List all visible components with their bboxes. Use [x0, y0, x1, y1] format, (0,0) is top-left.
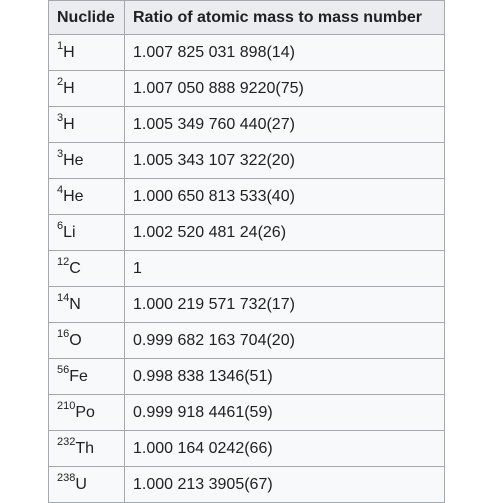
table-row: [49, 35, 445, 71]
table-header-row: [49, 1, 445, 35]
nuclide-cell: [49, 359, 125, 395]
nuclide-cell: [49, 143, 125, 179]
mass-number: 3: [57, 112, 64, 125]
nuclide-cell: [49, 395, 125, 431]
ratio-cell: 1.000 164 0242(66): [125, 431, 445, 467]
element-symbol: H: [63, 43, 75, 61]
ratio-cell: 1: [125, 251, 445, 287]
nuclide-cell: [49, 251, 125, 287]
table-row: [49, 395, 445, 431]
element-symbol: C: [69, 259, 81, 277]
table-row: [49, 251, 445, 287]
table-row: [49, 359, 445, 395]
mass-number: 4: [57, 184, 64, 197]
mass-number: 210: [57, 400, 76, 413]
mass-number: 238: [57, 472, 76, 485]
ratio-cell: 0.999 918 4461(59): [125, 395, 445, 431]
nuclide-cell: [49, 107, 125, 143]
nuclide-ratio-table: [48, 0, 445, 503]
element-symbol: H: [63, 115, 75, 133]
ratio-cell: 1.005 349 760 440(27): [125, 107, 445, 143]
nuclide-cell: [49, 287, 125, 323]
mass-number: 14: [57, 292, 70, 305]
ratio-cell: 0.998 838 1346(51): [125, 359, 445, 395]
table-row: [49, 107, 445, 143]
mass-number: 1: [57, 40, 64, 53]
nuclide-cell: [49, 431, 125, 467]
ratio-cell: 1.005 343 107 322(20): [125, 143, 445, 179]
nuclide-cell: [49, 35, 125, 71]
table-row: [49, 71, 445, 107]
header-ratio: Ratio of atomic mass to mass number: [125, 1, 445, 35]
nuclide-cell: [49, 179, 125, 215]
element-symbol: N: [69, 295, 81, 313]
ratio-cell: 1.007 050 888 9220(75): [125, 71, 445, 107]
table-body: [49, 35, 445, 503]
element-symbol: U: [75, 475, 87, 493]
element-symbol: He: [63, 151, 84, 169]
mass-number: 16: [57, 328, 70, 341]
nuclide-cell: [49, 323, 125, 359]
ratio-cell: 1.000 650 813 533(40): [125, 179, 445, 215]
mass-number: 3: [57, 148, 64, 161]
mass-number: 56: [57, 364, 70, 377]
table-row: [49, 467, 445, 503]
element-symbol: H: [63, 79, 75, 97]
nuclide-cell: [49, 215, 125, 251]
header-nuclide: Nuclide: [49, 1, 125, 35]
ratio-cell: 0.999 682 163 704(20): [125, 323, 445, 359]
ratio-cell: 1.000 213 3905(67): [125, 467, 445, 503]
mass-number: 232: [57, 436, 76, 449]
ratio-cell: 1.002 520 481 24(26): [125, 215, 445, 251]
ratio-cell: 1.007 825 031 898(14): [125, 35, 445, 71]
table-row: [49, 287, 445, 323]
element-symbol: Po: [75, 403, 95, 421]
mass-number: 12: [57, 256, 70, 269]
table-row: [49, 215, 445, 251]
mass-number: 2: [57, 76, 64, 89]
mass-number: 6: [57, 220, 64, 233]
table-row: [49, 323, 445, 359]
table-container: [48, 0, 445, 503]
nuclide-cell: [49, 467, 125, 503]
element-symbol: O: [69, 331, 82, 349]
element-symbol: Fe: [69, 367, 88, 385]
element-symbol: He: [63, 187, 84, 205]
table-row: [49, 179, 445, 215]
table-row: [49, 431, 445, 467]
element-symbol: Li: [63, 223, 76, 241]
nuclide-cell: [49, 71, 125, 107]
ratio-cell: 1.000 219 571 732(17): [125, 287, 445, 323]
table-row: [49, 143, 445, 179]
element-symbol: Th: [75, 439, 95, 457]
